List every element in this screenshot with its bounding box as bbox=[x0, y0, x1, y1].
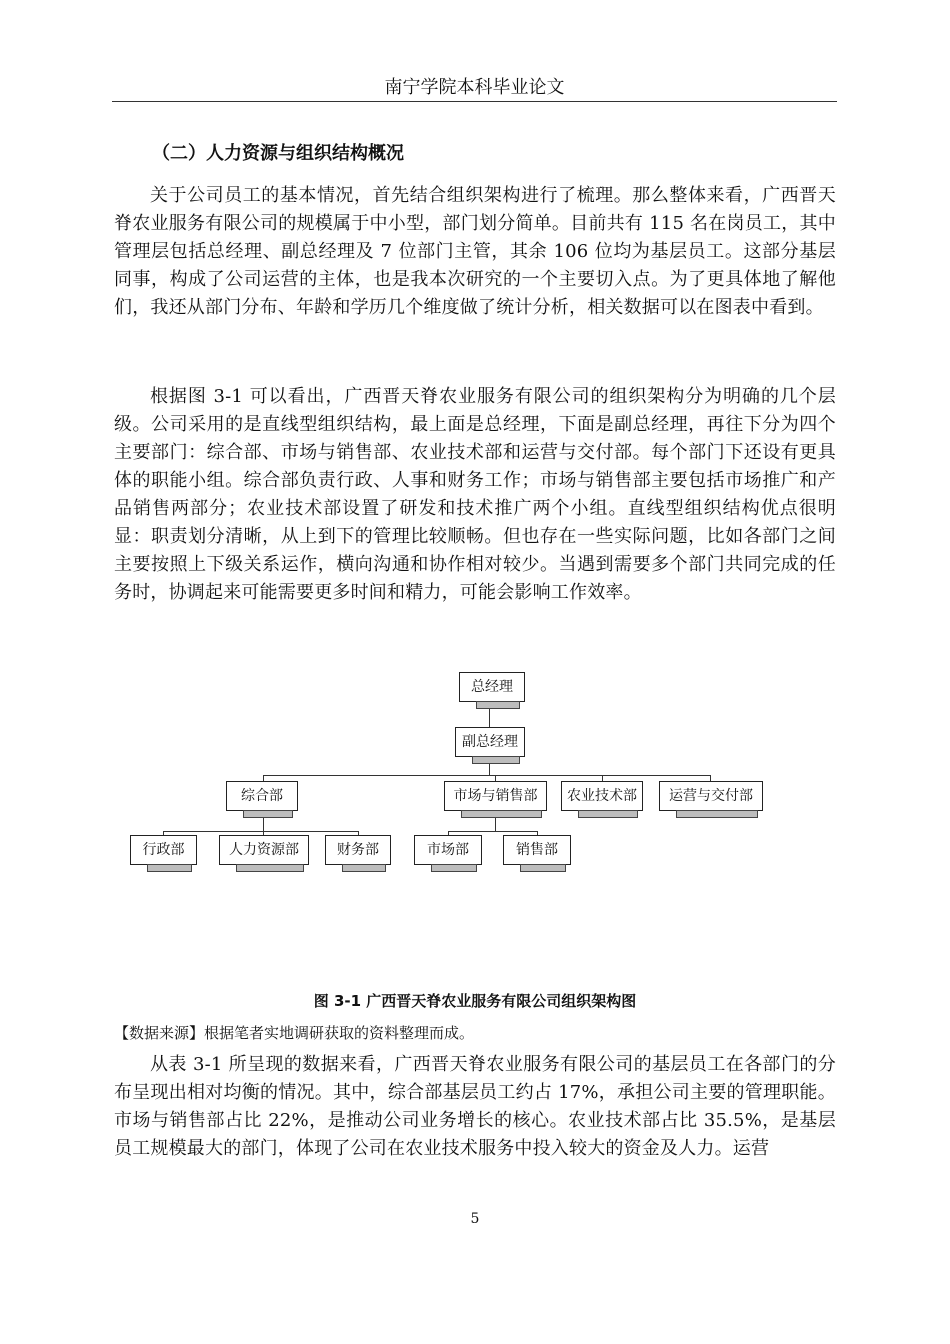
connector-line bbox=[448, 831, 449, 835]
org-node-shadow bbox=[147, 864, 192, 872]
org-node-admin bbox=[130, 835, 197, 865]
org-node-shadow bbox=[578, 810, 638, 818]
org-node-label: 财务部 bbox=[337, 842, 379, 858]
org-node-tech-dept bbox=[561, 781, 643, 811]
org-node-shadow bbox=[431, 864, 477, 872]
org-node-operations-dept bbox=[659, 781, 763, 811]
connector-line bbox=[163, 831, 359, 832]
org-node-label: 人力资源部 bbox=[229, 842, 299, 858]
org-node-sales bbox=[503, 835, 571, 865]
connector-line bbox=[710, 775, 711, 781]
header-rule bbox=[112, 101, 837, 102]
org-node-finance bbox=[325, 835, 391, 865]
paragraph-intro: 关于公司员工的基本情况，首先结合组织架构进行了梳理。那么整体来看，广西晋天脊农业服务有限公司的规模属于中小型，部门划分简单。目前共有 115 名在岗员工，其中管理层包括总经理、副总经理及 7 位部门主管，其余 106 位均为基层员工。这部分基层同事，构成了公司运营的主体，也是我本次研究的一个主要切入点。为了更具体地了解他们，我还从部门分布、年龄和学历几个维度做了统计分析，相关数据可以在图表中看到。 bbox=[114, 185, 836, 318]
connector-line bbox=[602, 775, 603, 781]
connector-line bbox=[263, 831, 264, 835]
org-node-label: 市场部 bbox=[427, 842, 469, 858]
running-header: 南宁学院本科毕业论文 bbox=[384, 77, 565, 98]
org-node-label: 市场与销售部 bbox=[453, 788, 538, 804]
org-node-label: 总经理 bbox=[471, 679, 513, 695]
org-node-general-dept bbox=[226, 781, 298, 811]
org-node-shadow bbox=[676, 810, 758, 818]
connector-line bbox=[495, 775, 496, 781]
org-node-hr bbox=[219, 835, 309, 865]
paragraph-distribution: 从表 3-1 所呈现的数据来看，广西晋天脊农业服务有限公司的基层员工在各部门的分布呈现出相对均衡的情况。其中，综合部基层员工约占 17%，承担公司主要的管理职能。市场与销售部占比 22%，是推动公司业务增长的核心。农业技术部占比 35.5%，是基层员工规模最大的部门，体现了公司在农业技术服务中投入较大的资金及人力。运营 bbox=[114, 1054, 836, 1159]
org-node-label: 行政部 bbox=[142, 842, 185, 858]
org-node-label: 农业技术部 bbox=[567, 788, 637, 804]
paragraph-structure: 根据图 3-1 可以看出，广西晋天脊农业服务有限公司的组织架构分为明确的几个层级。公司采用的是直线型组织结构，最上面是总经理，下面是副总经理，再往下分为四个主要部门：综合部、市场与销售部、农业技术部和运营与交付部。每个部门下还设有更具体的职能小组。综合部负责行政、人事和财务工作；市场与销售部主要包括市场推广和产品销售两部分；农业技术部设置了研发和技术推广两个小组。直线型组织结构优点很明显：职责划分清晰，从上到下的管理比较顺畅。但也存在一些实际问题，比如各部门之间主要按照上下级关系运作，横向沟通和协作相对较少。当遇到需要多个部门共同完成的任务时，协调起来可能需要更多时间和精力，可能会影响工作效率。 bbox=[114, 386, 836, 603]
connector-line bbox=[263, 775, 264, 781]
org-node-label: 运营与交付部 bbox=[669, 788, 753, 804]
connector-line bbox=[448, 831, 538, 832]
connector-line bbox=[495, 817, 496, 832]
page-number: 5 bbox=[470, 1211, 480, 1227]
org-node-shadow bbox=[243, 810, 293, 818]
org-node-shadow bbox=[236, 864, 304, 872]
section-heading: （二）人力资源与组织结构概况 bbox=[152, 143, 404, 164]
org-node-shadow bbox=[520, 864, 566, 872]
connector-line bbox=[489, 762, 490, 775]
org-node-label: 销售部 bbox=[516, 842, 558, 858]
data-source-note: 【数据来源】根据笔者实地调研获取的资料整理而成。 bbox=[114, 1024, 475, 1042]
connector-line bbox=[263, 775, 710, 776]
org-node-shadow bbox=[342, 864, 386, 872]
org-node-vice bbox=[455, 727, 525, 757]
org-node-shadow bbox=[472, 756, 520, 764]
connector-line bbox=[358, 831, 359, 835]
org-node-shadow bbox=[461, 810, 542, 818]
org-node-shadow bbox=[476, 701, 520, 709]
connector-line bbox=[489, 707, 490, 729]
org-node-label: 副总经理 bbox=[462, 734, 518, 750]
org-node-ceo bbox=[459, 672, 525, 702]
connector-line bbox=[537, 831, 538, 835]
org-node-marketing-dept bbox=[444, 781, 547, 811]
connector-line bbox=[163, 831, 164, 835]
org-node-market bbox=[414, 835, 482, 865]
connector-line bbox=[263, 817, 264, 832]
org-node-label: 综合部 bbox=[241, 788, 283, 804]
figure-caption: 图 3-1 广西晋天脊农业服务有限公司组织架构图 bbox=[313, 992, 637, 1010]
